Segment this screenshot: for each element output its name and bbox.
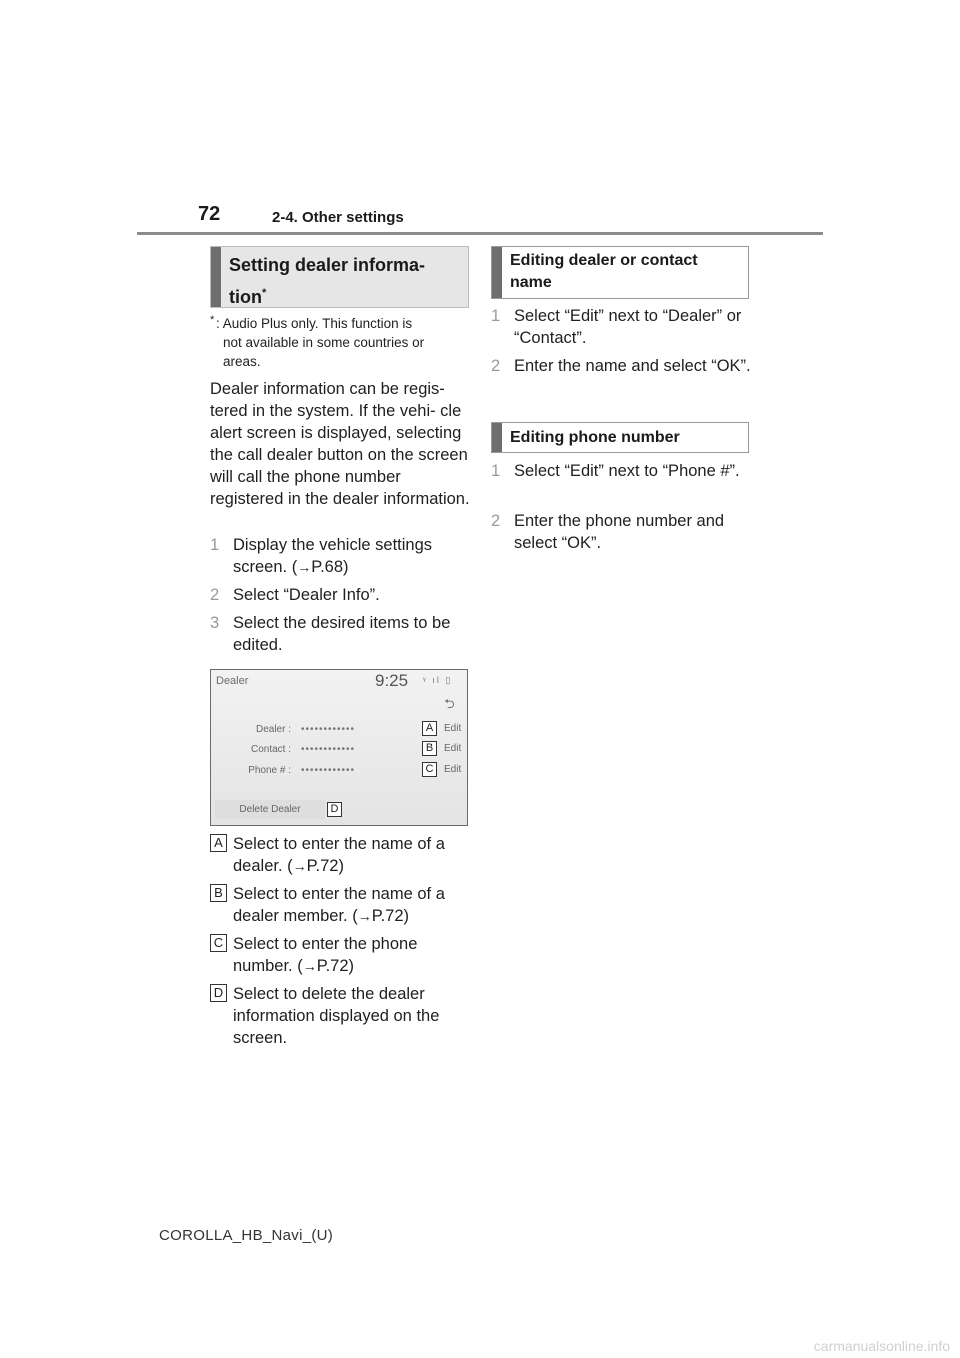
step-number: 2 (210, 586, 220, 604)
page-ref: P.68 (311, 558, 344, 576)
ref-arrow-icon: → (302, 958, 317, 974)
screen-title: Dealer (216, 675, 249, 687)
heading-editing-dealer-or-contact-name (491, 246, 749, 299)
step-text: Enter the phone number and select “OK”. (514, 512, 725, 552)
screen-row-label: Phone # : (248, 765, 291, 776)
item-d (210, 983, 472, 1049)
heading-line1: Setting dealer informa- (229, 255, 426, 275)
step-text: Select “Edit” next to “Dealer” or “Contact”. (514, 307, 742, 347)
callout-letter: C (422, 762, 437, 777)
right-step-2 (491, 355, 753, 377)
screen-row-value: •••••••••••• (301, 724, 356, 735)
delete-dealer-button: Delete Dealer (215, 800, 325, 819)
heading-footnote-mark: * (262, 287, 267, 299)
callout-letter: B (422, 741, 437, 756)
footnote-line1: : Audio Plus only. This function is (216, 316, 413, 331)
callout-badge: C (210, 934, 227, 952)
heading-line2: tion (229, 287, 262, 307)
step-3 (210, 612, 472, 656)
watermark: carmanualsonline.info (813, 1338, 950, 1354)
screen-row-label: Contact : (250, 744, 291, 755)
intro-paragraph: Dealer information can be regis- tered in the system. If the vehi- cle alert screen is displayed, selecting the call dealer button on the screen will call the phone number registered in the dealer information. (210, 380, 470, 508)
step-text: Enter the name and select “OK”. (514, 357, 751, 375)
item-text: Select to enter the name of a dealer. (→P.72) (233, 835, 445, 875)
step-text: Select “Dealer Info”. (233, 586, 380, 604)
callout-badge: D (210, 984, 227, 1002)
footnote-line2: not available in some countries or (223, 335, 425, 350)
page-ref: P.72 (316, 957, 349, 975)
page-ref: P.72 (306, 857, 339, 875)
back-icon: ⮌ (444, 696, 455, 711)
item-a (210, 833, 472, 877)
footnote (210, 314, 472, 371)
item-c (210, 933, 472, 977)
heading-editing-phone-number (491, 422, 749, 453)
ref-arrow-icon: → (292, 858, 307, 874)
screen-row-label: Dealer : (255, 724, 291, 735)
item-b (210, 883, 472, 927)
step-number: 3 (210, 614, 220, 632)
header-rule (137, 232, 823, 235)
right-step-4 (491, 510, 753, 554)
screen-row-value: •••••••••••• (301, 765, 356, 776)
step-number: 1 (210, 536, 220, 554)
step-number: 1 (491, 307, 501, 325)
step-number: 2 (491, 512, 501, 530)
right-step-3 (491, 460, 753, 482)
step-1 (210, 534, 472, 578)
callout-badge: A (210, 834, 227, 852)
screen-edit: Edit (444, 764, 462, 775)
heading-bar (492, 247, 502, 298)
callout-badge: B (210, 884, 227, 902)
callout-letter: D (327, 802, 342, 817)
dealer-screen-illustration (210, 669, 468, 826)
heading-setting-dealer-information (210, 246, 469, 308)
screen-row-value: •••••••••••• (301, 744, 356, 755)
ref-arrow-icon: → (357, 908, 372, 924)
heading-text: Editing dealer or contact name (510, 252, 698, 291)
right-step-1 (491, 305, 753, 349)
document-id: COROLLA_HB_Navi_(U) (159, 1227, 334, 1244)
footnote-line3: areas. (223, 354, 261, 369)
screen-time: 9:25 (375, 671, 409, 690)
step-text: Select the desired items to be edited. (233, 614, 451, 654)
heading-bar (492, 423, 502, 452)
status-icons: ᵞ ıl ▯ (423, 675, 453, 685)
step-text: Select “Edit” next to “Phone #”. (514, 462, 740, 480)
ref-arrow-icon: → (297, 559, 312, 575)
step-number: 1 (491, 462, 501, 480)
heading-bar (211, 247, 221, 307)
step-number: 2 (491, 357, 501, 375)
step-text: Display the vehicle settings screen. (→P.68) (233, 536, 433, 576)
item-text: Select to enter the phone number. (→P.72) (233, 935, 418, 975)
screen-edit: Edit (444, 743, 462, 754)
page-ref: P.72 (371, 907, 404, 925)
step-2 (210, 584, 472, 606)
item-text: Select to delete the dealer information displayed on the screen. (233, 985, 440, 1047)
item-text: Select to enter the name of a dealer member. (→P.72) (233, 885, 445, 925)
callout-letter: A (422, 721, 437, 736)
screen-edit: Edit (444, 723, 462, 734)
heading-text: Editing phone number (510, 429, 680, 446)
footnote-mark: * (210, 314, 215, 326)
heading-text (229, 251, 460, 311)
section-title: 2-4. Other settings (272, 209, 404, 226)
page-number: 72 (198, 203, 221, 225)
